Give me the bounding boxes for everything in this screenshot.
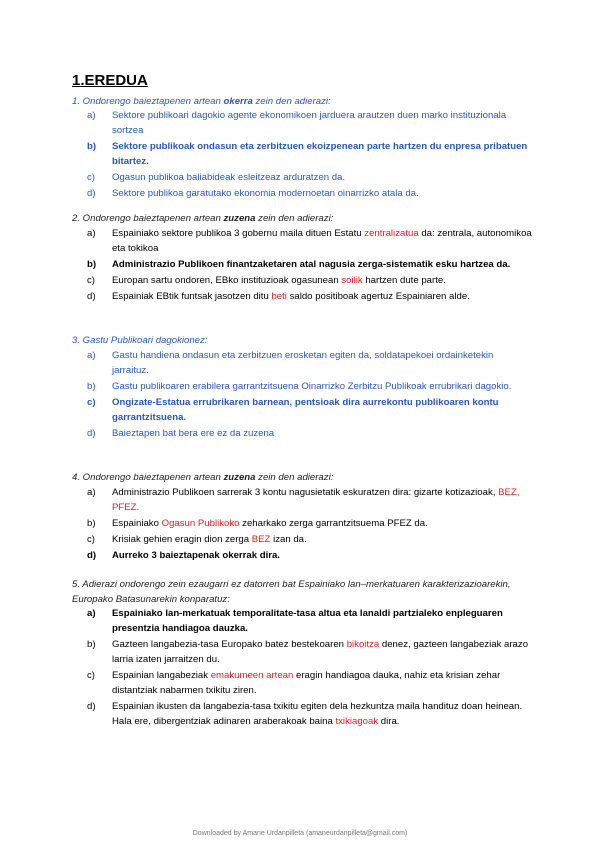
question-4-option-b: b) Espainiako Ogasun Publikoko zeharkako zerga garrantzitsuema PFEZ da. xyxy=(87,518,428,529)
question-1-pre: 1. Ondorengo baieztapenen artean xyxy=(72,96,224,107)
question-3-option-c: c) Ongizate-Estatua errubrikaren barnean, pentsioak dira aurrekontu publikoaren kontu garrantzitsuena. xyxy=(87,397,499,423)
question-5: 5. Adierazi ondorengo zein ezaugarri ez datorren bat Espainiako lan–merkatuaren karakterizazioarekin, Europako Batasunarekin konparatuz: xyxy=(72,579,511,605)
question-2-options xyxy=(72,226,532,305)
question-5-options xyxy=(72,606,532,730)
question-2-option-c: c) Europan sartu ondoren, EBko instituzioak ogasunean soilik hartzen dute parte. xyxy=(87,275,446,286)
question-4-options xyxy=(72,485,532,564)
question-2-option-d: d) Espainiak EBtik funtsak jasotzen ditu beti saldo positiboak agertuz Espainiaren alde. xyxy=(87,291,470,302)
question-3: 3. Gastu Publikoari dagokionez: xyxy=(72,335,208,346)
question-4-option-d: d) Aurreko 3 baieztapenak okerrak dira. xyxy=(87,550,280,561)
question-5-option-a: a) Espainiako lan-merkatuak temporalitate-tasa altua eta lanaldi partzialeko enpleguaren presentzia handiagoa dauzka. xyxy=(87,608,503,634)
question-4-option-c: c) Krisiak gehien eragin dion zerga BEZ izan da. xyxy=(87,534,307,545)
question-4: 4. Ondorengo baieztapenen artean zuzena zein den adierazi: xyxy=(72,472,334,483)
question-5-option-c: c) Espainian langabeziak emakumeen artean eragin handiagoa dauka, nahiz eta krisian zehar distantziak nabarmen txikitu ziren. xyxy=(87,670,501,696)
question-3-options xyxy=(72,348,532,442)
page-title: 1.EREDUA xyxy=(72,72,148,89)
question-1-post: zein den adierazi: xyxy=(252,96,331,107)
question-2-option-a: a) Espainiako sektore publikoa 3 gobernu maila dituen Estatu zentralizatua da: zentrala, autonomikoa eta tokikoa xyxy=(87,228,532,254)
question-1-key: okerra xyxy=(223,96,253,107)
question-2-option-b: b) Administrazio Publikoen finantzaketaren atal nagusia zerga-sistematik esku hartzea da. xyxy=(87,259,511,270)
question-3-option-b: b) Gastu publikoaren erabilera garrantzitsuena Oinarrizko Zerbitzu Publikoak errubrikari dagokio. xyxy=(87,381,512,392)
question-5-option-d: d) Espainian ikusten da langabezia-tasa txikitu egiten dela hezkuntza maila handituz doan heinean. Hala ere, dibergentziak adinaren araberakoak baina txikiagoak dira. xyxy=(87,701,523,727)
question-5-option-b: b) Gazteen langabezia-tasa Europako batez bestekoaren bikoitza denez, gazteen langabeziak arazo larria izaten jarraitzen du. xyxy=(87,639,529,665)
question-1-option-d: d) Sektore publikoa garatutako ekonomia modernoetan oinarrizko atala da. xyxy=(87,188,419,199)
question-1-option-b: b) Sektore publikoak ondasun eta zerbitzuen ekoizpenean parte hartzen du enpresa pribatuen bitartez. xyxy=(87,141,528,167)
question-3-option-d: d) Baieztapen bat bera ere ez da zuzena xyxy=(87,428,275,439)
question-4-option-a: a) Administrazio Publikoen sarrerak 3 kontu nagusietatik eskuratzen dira: gizarte kotizazioak, BEZ, PFEZ. xyxy=(87,487,520,513)
download-footer: Downloaded by Amane Urdanpilleta (amaneurdanpilleta@gmail.com) xyxy=(192,830,408,837)
question-3-option-a: a) Gastu handiena ondasun eta zerbitzuen erosketan egiten da, soldatapekoei ordainketekin jarraituz. xyxy=(87,350,494,376)
question-1-option-c: c) Ogasun publikoa baliabideak esleitzeaz arduratzen da. xyxy=(87,172,346,183)
question-1 xyxy=(72,94,532,109)
question-2: 2. Ondorengo baieztapenen artean zuzena zein den adierazi: xyxy=(72,213,334,224)
question-1-option-a: a) Sektore publikoari dagokio agente ekonomikoen jarduera arautzen duen marko instituzionala sortzea xyxy=(87,110,507,136)
question-1-options xyxy=(72,108,532,202)
